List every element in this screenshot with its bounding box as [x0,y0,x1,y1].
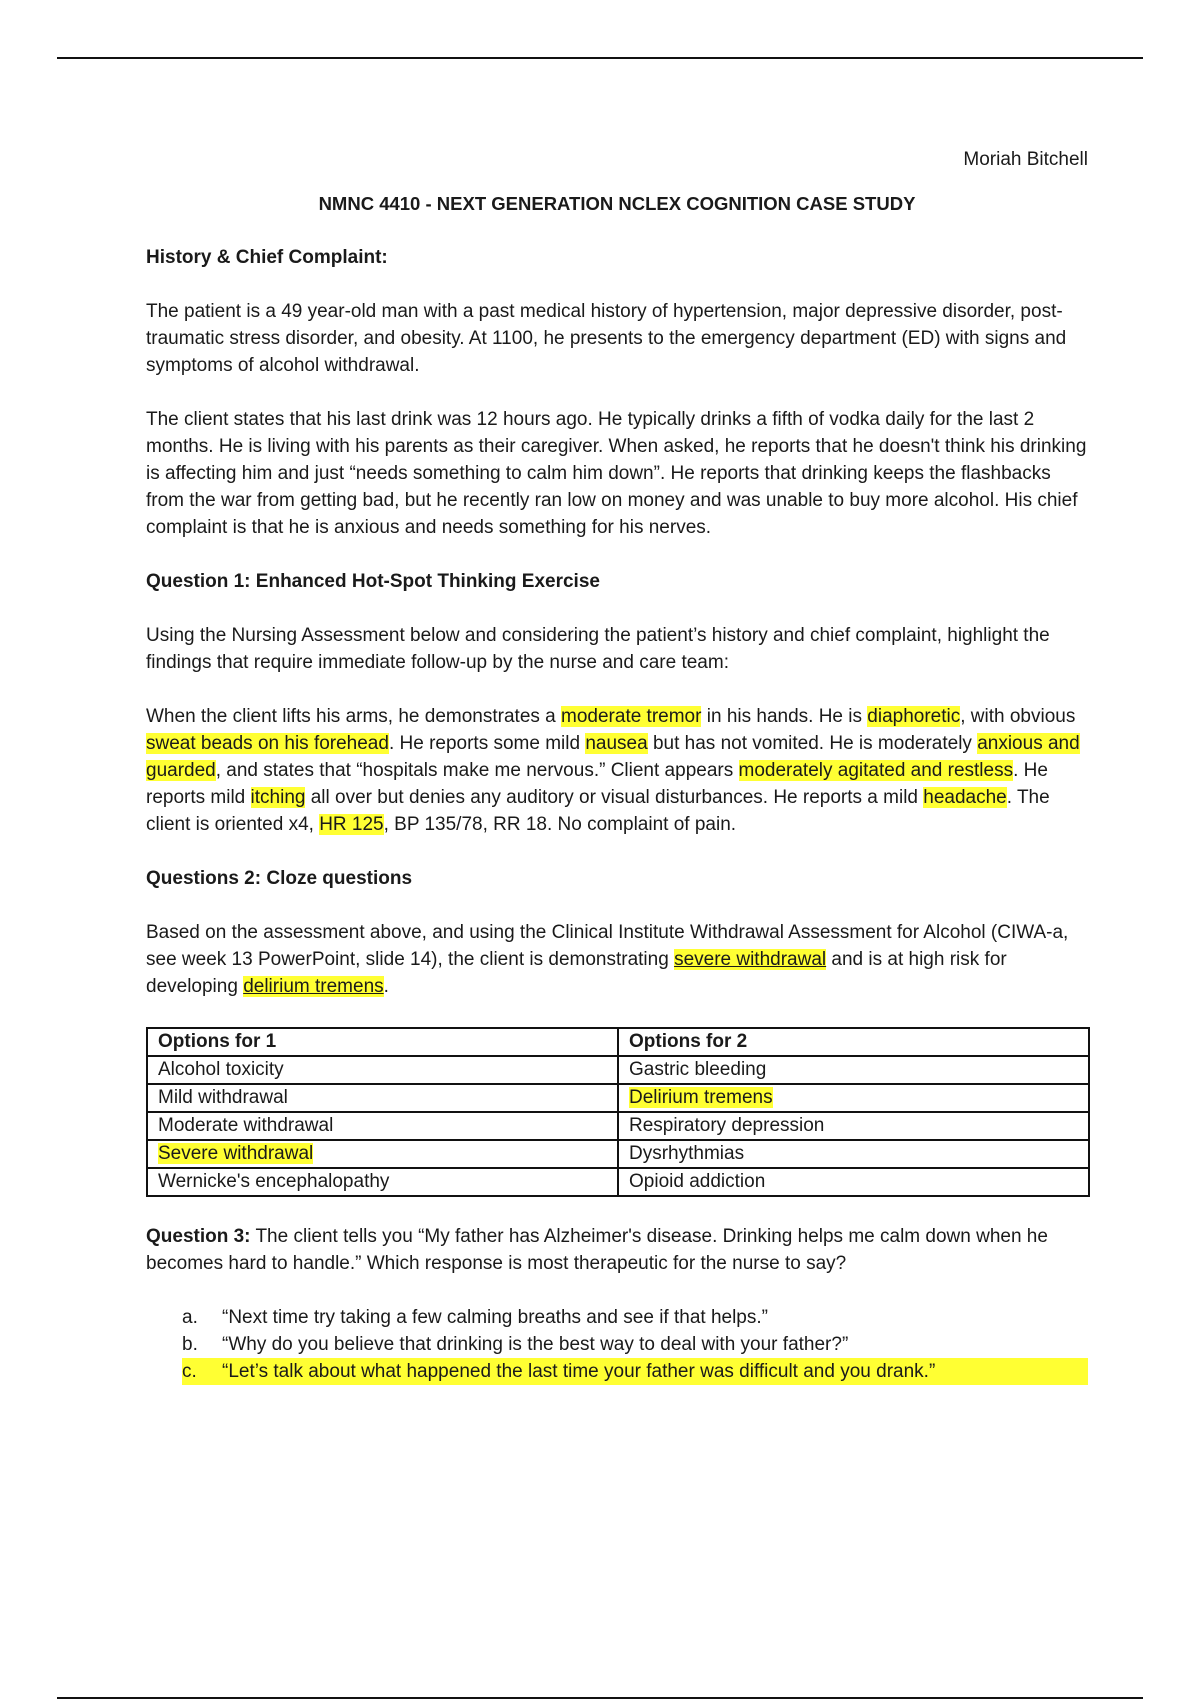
cloze-answer-1[interactable]: severe withdrawal [674,949,827,970]
table-header-row [147,1028,1089,1056]
question-3-text: The client tells you “My father has Alzheimer's disease. Drinking helps me calm down when he becomes hard to handle.” Which response is most therapeutic for the nurse to say? [146,1226,1048,1274]
assessment-segment: , BP 135/78, RR 18. No complaint of pain. [383,814,737,835]
table-row [147,1140,1089,1168]
highlighted-finding[interactable]: HR 125 [319,814,384,835]
assessment-segment: . The client is oriented x4, [146,787,1050,835]
option-1-cell[interactable] [147,1140,618,1168]
option-1-cell[interactable] [147,1056,618,1084]
assessment-segment: . He reports some mild [388,733,586,754]
option-label: Mild withdrawal [158,1087,288,1108]
option-label: Dysrhythmias [629,1143,745,1164]
assessment-segment: . He reports mild [146,760,1048,808]
assessment-segment: in his hands. He is [701,706,868,727]
option-2-cell[interactable] [618,1084,1089,1112]
answer-choices [146,1304,1088,1385]
assessment-paragraph [146,703,1088,838]
author-name: Moriah Bitchell [963,149,1088,170]
assessment-segment: When the client lifts his arms, he demonstrates a [146,706,562,727]
question-2-heading: Questions 2: Cloze questions [146,868,413,889]
history-paragraph-2: The client states that his last drink was 12 hours ago. He typically drinks a fifth of vodka daily for the last 2 months. He is living with his parents as their caregiver. When asked, he reports that he doesn't think his drinking is affecting him and just “needs something to calm him down”. He reports that drinking keeps the flashbacks from the war from getting bad, but he recently ran low on money and was unable to buy more alcohol. His chief complaint is that he is anxious and needs something for his nerves. [146,409,1087,538]
choice-text: “Next time try taking a few calming breaths and see if that helps.” [222,1307,768,1328]
choice-letter: c. [182,1361,197,1382]
table-row [147,1168,1089,1196]
history-heading: History & Chief Complaint: [146,247,388,268]
answer-choice-c-selected[interactable] [182,1358,1088,1385]
table-row [147,1112,1089,1140]
cloze-text: Based on the assessment above, and using the Clinical Institute Withdrawal Assessment for Alcohol (CIWA-a, see week 13 PowerPoint, slide 14), the client is demonstrating [146,922,1069,970]
top-rule [57,57,1143,59]
column-header-options-2: Options for 2 [618,1028,1089,1056]
option-label: Alcohol toxicity [158,1059,284,1080]
highlighted-finding[interactable]: anxious and guarded [146,733,1080,781]
option-label: Respiratory depression [629,1115,825,1136]
question-1-prompt: Using the Nursing Assessment below and considering the patient’s history and chief complaint, highlight the findings that require immediate follow-up by the nurse and care team: [146,625,1050,673]
options-table [146,1027,1090,1197]
choice-text: “Let’s talk about what happened the last time your father was difficult and you drank.” [222,1361,936,1382]
option-1-cell[interactable] [147,1084,618,1112]
bottom-rule [57,1697,1143,1699]
option-2-cell[interactable] [618,1168,1089,1196]
question-3-stem [146,1223,1088,1277]
highlighted-finding[interactable]: moderate tremor [561,706,702,727]
assessment-segment: , with obvious [960,706,1076,727]
cloze-paragraph [146,919,1088,1000]
option-2-cell[interactable] [618,1112,1089,1140]
choice-letter: b. [182,1334,198,1355]
assessment-segment: , and states that “hospitals make me nervous.” Client appears [215,760,739,781]
option-label: Moderate withdrawal [158,1115,334,1136]
highlighted-finding[interactable]: itching [250,787,306,808]
choice-text: “Why do you believe that drinking is the best way to deal with your father?” [222,1334,849,1355]
cloze-answer-2[interactable]: delirium tremens [243,976,384,997]
option-1-cell[interactable] [147,1168,618,1196]
choice-letter: a. [182,1307,198,1328]
document-title: NMNC 4410 - NEXT GENERATION NCLEX COGNITION CASE STUDY [318,193,916,214]
option-label-selected: Delirium tremens [629,1087,773,1108]
option-label: Wernicke's encephalopathy [158,1171,390,1192]
assessment-segment: but has not vomited. He is moderately [647,733,978,754]
highlighted-finding[interactable]: sweat beads on his forehead [146,733,389,754]
option-label-selected: Severe withdrawal [158,1143,314,1164]
highlighted-finding[interactable]: diaphoretic [867,706,961,727]
assessment-segment: all over but denies any auditory or visual disturbances. He reports a mild [305,787,924,808]
highlighted-finding[interactable]: headache [923,787,1007,808]
option-2-cell[interactable] [618,1056,1089,1084]
table-row [147,1084,1089,1112]
table-row [147,1056,1089,1084]
history-paragraph-1: The patient is a 49 year-old man with a past medical history of hypertension, major depressive disorder, post-traumatic stress disorder, and obesity. At 1100, he presents to the emergency department (ED) with signs and symptoms of alcohol withdrawal. [146,301,1067,376]
column-header-options-1: Options for 1 [147,1028,618,1056]
answer-choice-b[interactable] [182,1331,1088,1358]
option-label: Opioid addiction [629,1171,766,1192]
option-2-cell[interactable] [618,1140,1089,1168]
cloze-text: and is at high risk for developing [146,949,1007,997]
highlighted-finding[interactable]: nausea [585,733,648,754]
document-page [146,146,1088,1385]
option-label: Gastric bleeding [629,1059,767,1080]
option-1-cell[interactable] [147,1112,618,1140]
cloze-text: . [383,976,389,997]
highlighted-finding[interactable]: moderately agitated and restless [738,760,1014,781]
answer-choice-a[interactable] [182,1304,1088,1331]
question-1-heading: Question 1: Enhanced Hot-Spot Thinking Exercise [146,571,600,592]
question-3-label: Question 3: [146,1226,251,1247]
